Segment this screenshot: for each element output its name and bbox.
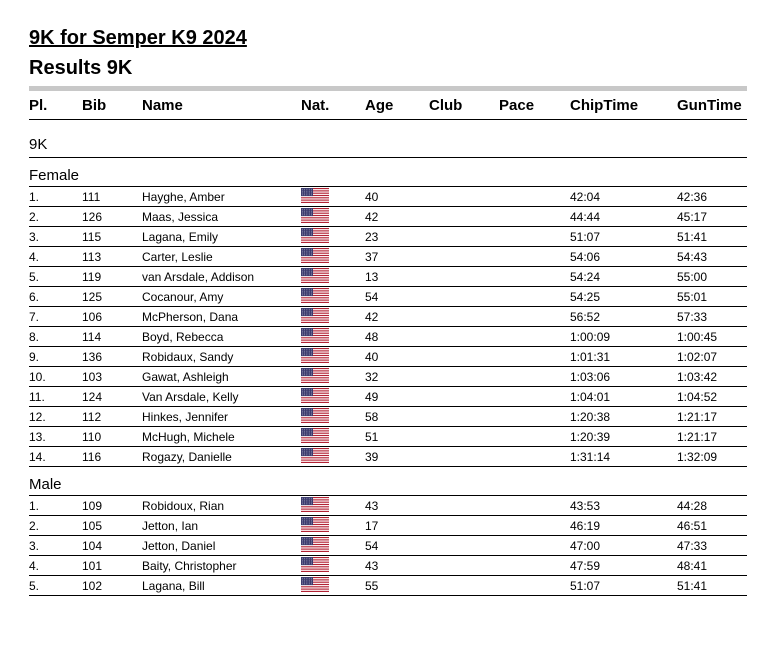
nationality-cell (301, 407, 365, 427)
table-row (29, 407, 747, 427)
place-cell: 3. (29, 536, 82, 556)
runner-name-cell: Jetton, Daniel (142, 536, 301, 556)
usa-flag-icon (301, 208, 329, 223)
place-cell: 8. (29, 327, 82, 347)
club-cell (429, 556, 499, 576)
chiptime-cell: 1:03:06 (570, 367, 677, 387)
chiptime-cell: 51:07 (570, 576, 677, 596)
bib-cell: 110 (82, 427, 142, 447)
guntime-cell: 1:02:07 (677, 347, 747, 367)
age-cell: 43 (365, 496, 429, 516)
table-row (29, 247, 747, 267)
age-cell: 54 (365, 536, 429, 556)
place-cell: 3. (29, 227, 82, 247)
results-title: Results 9K (29, 57, 133, 79)
guntime-cell: 48:41 (677, 556, 747, 576)
nationality-cell (301, 227, 365, 247)
club-cell (429, 387, 499, 407)
bib-cell: 105 (82, 516, 142, 536)
place-cell: 4. (29, 247, 82, 267)
guntime-cell: 57:33 (677, 307, 747, 327)
nationality-cell (301, 387, 365, 407)
age-cell: 39 (365, 447, 429, 467)
chiptime-cell: 47:00 (570, 536, 677, 556)
age-cell: 40 (365, 187, 429, 207)
bib-cell: 104 (82, 536, 142, 556)
pace-cell (499, 447, 570, 467)
usa-flag-icon (301, 268, 329, 283)
column-header-chiptime: ChipTime (570, 91, 677, 120)
age-cell: 58 (365, 407, 429, 427)
guntime-cell: 54:43 (677, 247, 747, 267)
bib-cell: 102 (82, 576, 142, 596)
club-cell (429, 207, 499, 227)
age-cell: 51 (365, 427, 429, 447)
place-cell: 5. (29, 267, 82, 287)
nationality-cell (301, 267, 365, 287)
runner-name-cell: Cocanour, Amy (142, 287, 301, 307)
table-row (29, 447, 747, 467)
pace-cell (499, 187, 570, 207)
pace-cell (499, 407, 570, 427)
race-label: 9K (29, 120, 747, 158)
place-cell: 7. (29, 307, 82, 327)
place-cell: 12. (29, 407, 82, 427)
club-cell (429, 407, 499, 427)
club-cell (429, 287, 499, 307)
table-row (29, 227, 747, 247)
place-cell: 13. (29, 427, 82, 447)
guntime-cell: 55:01 (677, 287, 747, 307)
guntime-cell: 47:33 (677, 536, 747, 556)
nationality-cell (301, 536, 365, 556)
chiptime-cell: 46:19 (570, 516, 677, 536)
results-table (29, 91, 747, 596)
table-row (29, 207, 747, 227)
table-row (29, 367, 747, 387)
nationality-cell (301, 187, 365, 207)
column-header-guntime: GunTime (677, 91, 747, 120)
age-cell: 17 (365, 516, 429, 536)
results-body (29, 120, 747, 596)
nationality-cell (301, 447, 365, 467)
place-cell: 2. (29, 516, 82, 536)
place-cell: 2. (29, 207, 82, 227)
nationality-cell (301, 347, 365, 367)
age-cell: 55 (365, 576, 429, 596)
runner-name-cell: McPherson, Dana (142, 307, 301, 327)
pace-cell (499, 387, 570, 407)
age-cell: 42 (365, 207, 429, 227)
column-header-bib: Bib (82, 91, 142, 120)
place-cell: 1. (29, 187, 82, 207)
table-row (29, 556, 747, 576)
runner-name-cell: Van Arsdale, Kelly (142, 387, 301, 407)
pace-cell (499, 267, 570, 287)
pace-cell (499, 556, 570, 576)
race-group-row (29, 120, 747, 158)
guntime-cell: 1:21:17 (677, 427, 747, 447)
runner-name-cell: Lagana, Emily (142, 227, 301, 247)
pace-cell (499, 516, 570, 536)
bib-cell: 111 (82, 187, 142, 207)
chiptime-cell: 1:01:31 (570, 347, 677, 367)
bib-cell: 103 (82, 367, 142, 387)
event-title: 9K for Semper K9 2024 (29, 27, 247, 49)
bib-cell: 124 (82, 387, 142, 407)
usa-flag-icon (301, 308, 329, 323)
table-row (29, 267, 747, 287)
usa-flag-icon (301, 328, 329, 343)
guntime-cell: 1:04:52 (677, 387, 747, 407)
usa-flag-icon (301, 388, 329, 403)
age-cell: 42 (365, 307, 429, 327)
usa-flag-icon (301, 537, 329, 552)
usa-flag-icon (301, 348, 329, 363)
bib-cell: 136 (82, 347, 142, 367)
gender-group-row (29, 158, 747, 187)
place-cell: 9. (29, 347, 82, 367)
place-cell: 1. (29, 496, 82, 516)
table-row (29, 287, 747, 307)
table-row (29, 347, 747, 367)
column-header-pace: Pace (499, 91, 570, 120)
club-cell (429, 347, 499, 367)
pace-cell (499, 327, 570, 347)
column-header-nationality: Nat. (301, 91, 365, 120)
chiptime-cell: 1:00:09 (570, 327, 677, 347)
pace-cell (499, 496, 570, 516)
usa-flag-icon (301, 188, 329, 203)
column-header-place: Pl. (29, 91, 82, 120)
nationality-cell (301, 576, 365, 596)
club-cell (429, 536, 499, 556)
bib-cell: 109 (82, 496, 142, 516)
age-cell: 54 (365, 287, 429, 307)
place-cell: 14. (29, 447, 82, 467)
nationality-cell (301, 307, 365, 327)
nationality-cell (301, 247, 365, 267)
nationality-cell (301, 327, 365, 347)
usa-flag-icon (301, 248, 329, 263)
runner-name-cell: Rogazy, Danielle (142, 447, 301, 467)
chiptime-cell: 1:20:38 (570, 407, 677, 427)
place-cell: 6. (29, 287, 82, 307)
runner-name-cell: Robidoux, Rian (142, 496, 301, 516)
usa-flag-icon (301, 288, 329, 303)
chiptime-cell: 54:25 (570, 287, 677, 307)
table-row (29, 536, 747, 556)
runner-name-cell: Gawat, Ashleigh (142, 367, 301, 387)
guntime-cell: 1:03:42 (677, 367, 747, 387)
usa-flag-icon (301, 368, 329, 383)
gender-group-label: Male (29, 467, 747, 496)
chiptime-cell: 47:59 (570, 556, 677, 576)
table-row (29, 307, 747, 327)
chiptime-cell: 54:06 (570, 247, 677, 267)
gender-group-label: Female (29, 158, 747, 187)
club-cell (429, 496, 499, 516)
pace-cell (499, 307, 570, 327)
nationality-cell (301, 427, 365, 447)
age-cell: 49 (365, 387, 429, 407)
results-page (29, 26, 747, 596)
table-row (29, 516, 747, 536)
guntime-cell: 46:51 (677, 516, 747, 536)
table-row (29, 327, 747, 347)
guntime-cell: 42:36 (677, 187, 747, 207)
chiptime-cell: 1:04:01 (570, 387, 677, 407)
place-cell: 4. (29, 556, 82, 576)
club-cell (429, 447, 499, 467)
age-cell: 37 (365, 247, 429, 267)
bib-cell: 126 (82, 207, 142, 227)
usa-flag-icon (301, 228, 329, 243)
table-row (29, 387, 747, 407)
club-cell (429, 427, 499, 447)
pace-cell (499, 427, 570, 447)
table-row (29, 427, 747, 447)
pace-cell (499, 576, 570, 596)
pace-cell (499, 536, 570, 556)
age-cell: 13 (365, 267, 429, 287)
guntime-cell: 1:32:09 (677, 447, 747, 467)
runner-name-cell: Hinkes, Jennifer (142, 407, 301, 427)
pace-cell (499, 207, 570, 227)
guntime-cell: 44:28 (677, 496, 747, 516)
usa-flag-icon (301, 577, 329, 592)
nationality-cell (301, 367, 365, 387)
table-row (29, 187, 747, 207)
club-cell (429, 327, 499, 347)
bib-cell: 112 (82, 407, 142, 427)
club-cell (429, 187, 499, 207)
chiptime-cell: 42:04 (570, 187, 677, 207)
bib-cell: 125 (82, 287, 142, 307)
table-row (29, 576, 747, 596)
runner-name-cell: van Arsdale, Addison (142, 267, 301, 287)
usa-flag-icon (301, 428, 329, 443)
column-header-name: Name (142, 91, 301, 120)
pace-cell (499, 347, 570, 367)
club-cell (429, 516, 499, 536)
club-cell (429, 367, 499, 387)
runner-name-cell: Jetton, Ian (142, 516, 301, 536)
chiptime-cell: 44:44 (570, 207, 677, 227)
pace-cell (499, 247, 570, 267)
guntime-cell: 45:17 (677, 207, 747, 227)
chiptime-cell: 54:24 (570, 267, 677, 287)
guntime-cell: 1:21:17 (677, 407, 747, 427)
chiptime-cell: 1:31:14 (570, 447, 677, 467)
place-cell: 11. (29, 387, 82, 407)
gender-group-row (29, 467, 747, 496)
runner-name-cell: Maas, Jessica (142, 207, 301, 227)
club-cell (429, 247, 499, 267)
nationality-cell (301, 556, 365, 576)
bib-cell: 114 (82, 327, 142, 347)
usa-flag-icon (301, 497, 329, 512)
chiptime-cell: 43:53 (570, 496, 677, 516)
column-header-club: Club (429, 91, 499, 120)
nationality-cell (301, 516, 365, 536)
bib-cell: 119 (82, 267, 142, 287)
table-row (29, 496, 747, 516)
pace-cell (499, 227, 570, 247)
bib-cell: 113 (82, 247, 142, 267)
bib-cell: 106 (82, 307, 142, 327)
usa-flag-icon (301, 408, 329, 423)
table-header-row (29, 91, 747, 120)
usa-flag-icon (301, 557, 329, 572)
nationality-cell (301, 496, 365, 516)
guntime-cell: 1:00:45 (677, 327, 747, 347)
runner-name-cell: Robidaux, Sandy (142, 347, 301, 367)
age-cell: 23 (365, 227, 429, 247)
bib-cell: 115 (82, 227, 142, 247)
runner-name-cell: Boyd, Rebecca (142, 327, 301, 347)
bib-cell: 101 (82, 556, 142, 576)
place-cell: 5. (29, 576, 82, 596)
guntime-cell: 51:41 (677, 576, 747, 596)
club-cell (429, 576, 499, 596)
age-cell: 40 (365, 347, 429, 367)
chiptime-cell: 56:52 (570, 307, 677, 327)
runner-name-cell: McHugh, Michele (142, 427, 301, 447)
nationality-cell (301, 207, 365, 227)
club-cell (429, 267, 499, 287)
place-cell: 10. (29, 367, 82, 387)
pace-cell (499, 287, 570, 307)
guntime-cell: 55:00 (677, 267, 747, 287)
guntime-cell: 51:41 (677, 227, 747, 247)
column-header-age: Age (365, 91, 429, 120)
chiptime-cell: 1:20:39 (570, 427, 677, 447)
usa-flag-icon (301, 517, 329, 532)
age-cell: 43 (365, 556, 429, 576)
usa-flag-icon (301, 448, 329, 463)
nationality-cell (301, 287, 365, 307)
age-cell: 32 (365, 367, 429, 387)
runner-name-cell: Hayghe, Amber (142, 187, 301, 207)
age-cell: 48 (365, 327, 429, 347)
runner-name-cell: Lagana, Bill (142, 576, 301, 596)
runner-name-cell: Baity, Christopher (142, 556, 301, 576)
runner-name-cell: Carter, Leslie (142, 247, 301, 267)
club-cell (429, 307, 499, 327)
chiptime-cell: 51:07 (570, 227, 677, 247)
pace-cell (499, 367, 570, 387)
club-cell (429, 227, 499, 247)
bib-cell: 116 (82, 447, 142, 467)
